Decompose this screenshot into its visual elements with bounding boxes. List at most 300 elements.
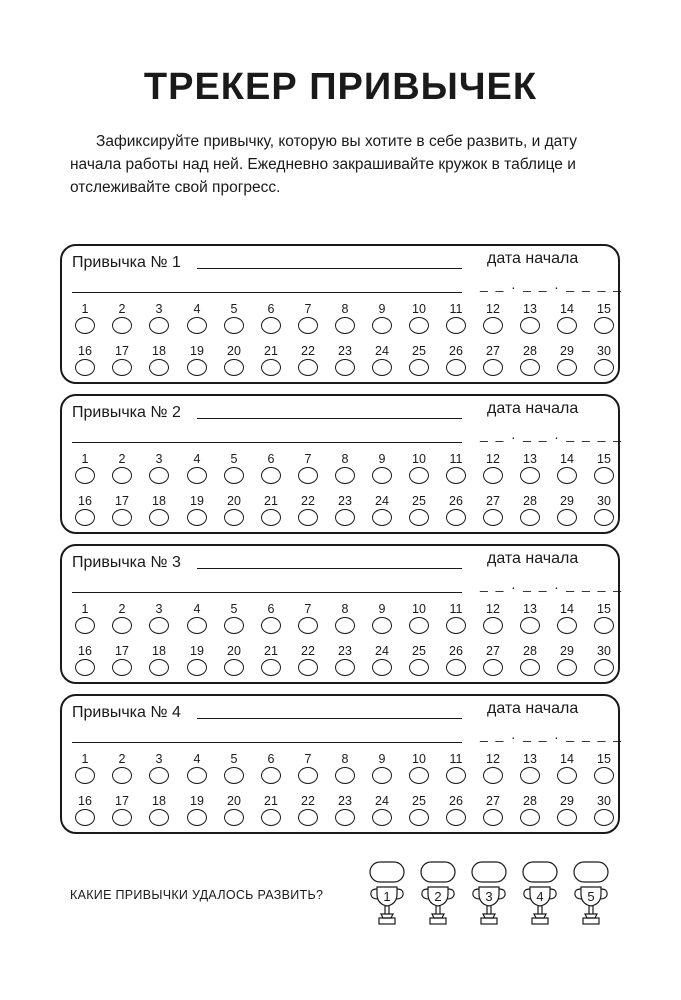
start-date-label: дата начала [487,250,579,267]
habit-name-line[interactable] [72,292,462,293]
day-checkbox-circle[interactable] [298,767,318,784]
day-checkbox-circle[interactable] [335,467,355,484]
day-number: 10 [412,602,426,616]
day-checkbox-circle[interactable] [557,317,577,334]
day-cell [515,344,545,384]
day-cell [70,344,100,384]
day-checkbox-circle[interactable] [520,617,540,634]
trophy-icon[interactable] [520,860,560,932]
day-cell [589,452,619,492]
day-checkbox-circle[interactable] [409,809,429,826]
day-checkbox-circle[interactable] [187,809,207,826]
habit-name-line[interactable] [72,592,462,593]
day-checkbox-circle[interactable] [446,659,466,676]
day-number: 26 [449,794,463,808]
day-number: 11 [449,752,463,766]
habit-name-line[interactable] [197,718,462,719]
day-checkbox-circle[interactable] [446,359,466,376]
day-checkbox-circle[interactable] [335,617,355,634]
page-title: ТРЕКЕР ПРИВЫЧЕК [143,66,538,108]
habit-card [60,694,624,834]
day-checkbox-circle[interactable] [557,617,577,634]
day-number: 2 [118,302,126,316]
day-checkbox-circle[interactable] [224,767,244,784]
day-number: 12 [486,302,500,316]
day-cell [144,344,174,384]
day-number: 3 [155,452,163,466]
day-number: 8 [341,602,349,616]
day-checkbox-circle[interactable] [224,809,244,826]
day-checkbox-circle[interactable] [483,359,503,376]
day-number: 28 [523,644,537,658]
day-number: 3 [155,602,163,616]
day-checkbox-circle[interactable] [187,659,207,676]
day-checkbox-circle[interactable] [224,359,244,376]
habit-name-line[interactable] [197,568,462,569]
day-number: 24 [375,494,389,508]
day-number: 23 [338,344,352,358]
day-cell [107,302,137,342]
day-checkbox-circle[interactable] [594,767,614,784]
habit-card [60,394,624,534]
day-checkbox-circle[interactable] [298,317,318,334]
day-checkbox-circle[interactable] [112,617,132,634]
day-checkbox-circle[interactable] [335,317,355,334]
day-checkbox-circle[interactable] [298,659,318,676]
day-checkbox-circle[interactable] [372,359,392,376]
day-number: 7 [304,602,312,616]
day-checkbox-circle[interactable] [261,317,281,334]
day-cell [144,602,174,642]
day-number: 4 [193,752,201,766]
day-checkbox-circle[interactable] [75,659,95,676]
day-checkbox-circle[interactable] [261,809,281,826]
day-cell [367,302,397,342]
day-cell [478,752,508,792]
day-checkbox-circle[interactable] [446,467,466,484]
day-cell [404,794,434,834]
day-checkbox-circle[interactable] [187,509,207,526]
day-checkbox-circle[interactable] [187,359,207,376]
trophy-icon[interactable] [571,860,611,932]
day-cell [107,602,137,642]
day-checkbox-circle[interactable] [372,317,392,334]
day-number: 20 [227,494,241,508]
day-number: 26 [449,494,463,508]
day-cell [478,452,508,492]
day-checkbox-circle[interactable] [520,767,540,784]
day-cell [478,794,508,834]
day-number: 23 [338,794,352,808]
day-number: 23 [338,494,352,508]
day-checkbox-circle[interactable] [372,617,392,634]
day-cell [515,302,545,342]
day-cell [144,302,174,342]
habit-name-line[interactable] [197,268,462,269]
day-checkbox-circle[interactable] [298,809,318,826]
day-number: 21 [264,344,278,358]
day-checkbox-circle[interactable] [372,809,392,826]
day-checkbox-circle[interactable] [557,467,577,484]
day-cell [107,344,137,384]
day-cell [219,644,249,684]
day-number: 19 [190,644,204,658]
day-checkbox-circle[interactable] [483,659,503,676]
day-checkbox-circle[interactable] [372,509,392,526]
day-cell [404,494,434,534]
day-number: 28 [523,794,537,808]
day-checkbox-circle[interactable] [149,509,169,526]
day-cell [367,602,397,642]
day-checkbox-circle[interactable] [372,767,392,784]
day-number: 8 [341,452,349,466]
day-checkbox-circle[interactable] [335,659,355,676]
day-cell [515,494,545,534]
day-checkbox-circle[interactable] [261,359,281,376]
day-checkbox-circle[interactable] [557,767,577,784]
day-checkbox-circle[interactable] [224,659,244,676]
habit-label: Привычка № 2 [72,404,181,421]
day-checkbox-circle[interactable] [261,659,281,676]
day-cell [144,494,174,534]
day-cell [441,752,471,792]
day-checkbox-circle[interactable] [149,359,169,376]
day-checkbox-circle[interactable] [75,617,95,634]
day-cell [293,602,323,642]
day-checkbox-circle[interactable] [261,467,281,484]
day-cell [552,344,582,384]
day-cell [367,644,397,684]
day-checkbox-circle[interactable] [594,659,614,676]
day-checkbox-circle[interactable] [409,659,429,676]
day-checkbox-circle[interactable] [75,317,95,334]
day-cell [478,602,508,642]
day-number: 24 [375,344,389,358]
day-cell [293,494,323,534]
day-cell [552,644,582,684]
day-cell [182,494,212,534]
day-number: 30 [597,494,611,508]
day-number: 30 [597,644,611,658]
day-checkbox-circle[interactable] [75,767,95,784]
day-cell [589,752,619,792]
day-checkbox-circle[interactable] [112,809,132,826]
day-number: 5 [230,752,238,766]
day-number: 30 [597,344,611,358]
day-cell [552,794,582,834]
day-checkbox-circle[interactable] [112,467,132,484]
day-cell [256,752,286,792]
habit-card [60,244,624,384]
day-checkbox-circle[interactable] [187,767,207,784]
day-checkbox-circle[interactable] [409,617,429,634]
day-number: 21 [264,644,278,658]
day-checkbox-circle[interactable] [483,809,503,826]
day-number: 25 [412,344,426,358]
day-number: 1 [81,452,89,466]
day-number: 1 [81,752,89,766]
trophy-icon[interactable] [367,860,407,932]
start-date-field[interactable]: _ _ . _ _ . _ _ _ _ [480,576,624,592]
day-cell [404,302,434,342]
start-date-field[interactable]: _ _ . _ _ . _ _ _ _ [480,276,624,292]
day-checkbox-circle[interactable] [520,809,540,826]
day-checkbox-circle[interactable] [520,359,540,376]
habit-label: Привычка № 3 [72,554,181,571]
day-checkbox-circle[interactable] [224,509,244,526]
start-date-field[interactable]: _ _ . _ _ . _ _ _ _ [480,426,624,442]
day-checkbox-circle[interactable] [335,359,355,376]
day-checkbox-circle[interactable] [446,509,466,526]
day-checkbox-circle[interactable] [75,467,95,484]
day-cell [515,794,545,834]
habit-name-line[interactable] [197,418,462,419]
day-cell [144,794,174,834]
day-cell [552,602,582,642]
day-number: 24 [375,644,389,658]
day-number: 15 [597,752,611,766]
day-checkbox-circle[interactable] [409,317,429,334]
day-checkbox-circle[interactable] [520,467,540,484]
day-number: 25 [412,494,426,508]
day-checkbox-circle[interactable] [224,317,244,334]
day-checkbox-circle[interactable] [557,359,577,376]
day-number: 7 [304,452,312,466]
day-checkbox-circle[interactable] [483,467,503,484]
day-checkbox-circle[interactable] [298,467,318,484]
day-checkbox-circle[interactable] [112,659,132,676]
day-number: 9 [378,302,386,316]
trophy-icon[interactable] [469,860,509,932]
day-cell [367,752,397,792]
day-number: 5 [230,302,238,316]
day-checkbox-circle[interactable] [372,659,392,676]
day-number: 10 [412,752,426,766]
day-cell [256,344,286,384]
day-checkbox-circle[interactable] [446,767,466,784]
day-checkbox-circle[interactable] [520,509,540,526]
day-number: 8 [341,752,349,766]
day-checkbox-circle[interactable] [75,509,95,526]
day-number: 23 [338,644,352,658]
day-number: 22 [301,344,315,358]
day-checkbox-circle[interactable] [261,617,281,634]
day-checkbox-circle[interactable] [446,617,466,634]
habit-name-line[interactable] [72,442,462,443]
day-number: 27 [486,644,500,658]
day-cell [293,644,323,684]
day-checkbox-circle[interactable] [149,809,169,826]
day-checkbox-circle[interactable] [112,767,132,784]
habit-name-line[interactable] [72,742,462,743]
day-cell [182,452,212,492]
day-cell [256,644,286,684]
day-cell [589,344,619,384]
day-cell [219,602,249,642]
day-cell [144,452,174,492]
day-cell [107,794,137,834]
day-cell [219,452,249,492]
day-cell [367,344,397,384]
day-cell [478,494,508,534]
day-checkbox-circle[interactable] [298,617,318,634]
day-checkbox-circle[interactable] [335,509,355,526]
day-checkbox-circle[interactable] [520,659,540,676]
day-number: 6 [267,452,275,466]
day-number: 22 [301,794,315,808]
day-checkbox-circle[interactable] [483,317,503,334]
day-checkbox-circle[interactable] [149,617,169,634]
day-checkbox-circle[interactable] [557,659,577,676]
day-cell [256,602,286,642]
day-cell [404,644,434,684]
day-cell [144,752,174,792]
day-checkbox-circle[interactable] [112,317,132,334]
day-number: 25 [412,644,426,658]
start-date-field[interactable]: _ _ . _ _ . _ _ _ _ [480,726,624,742]
day-number: 28 [523,494,537,508]
day-checkbox-circle[interactable] [187,317,207,334]
day-checkbox-circle[interactable] [594,617,614,634]
day-number: 4 [193,452,201,466]
day-checkbox-circle[interactable] [446,809,466,826]
day-checkbox-circle[interactable] [75,809,95,826]
day-checkbox-circle[interactable] [112,509,132,526]
day-number: 20 [227,794,241,808]
day-cell [182,752,212,792]
day-checkbox-circle[interactable] [149,767,169,784]
day-checkbox-circle[interactable] [594,467,614,484]
day-number: 1 [81,302,89,316]
day-number: 29 [560,794,574,808]
day-cell [441,344,471,384]
day-number: 13 [523,452,537,466]
day-checkbox-circle[interactable] [594,359,614,376]
day-checkbox-circle[interactable] [187,467,207,484]
day-number: 13 [523,752,537,766]
day-number: 2 [118,452,126,466]
day-number: 22 [301,494,315,508]
day-cell [441,494,471,534]
day-cell [515,752,545,792]
day-cell [293,452,323,492]
day-checkbox-circle[interactable] [594,809,614,826]
day-number: 30 [597,794,611,808]
day-number: 13 [523,302,537,316]
day-checkbox-circle[interactable] [261,767,281,784]
day-number: 16 [78,494,92,508]
start-date-label: дата начала [487,550,579,567]
day-checkbox-circle[interactable] [372,467,392,484]
day-checkbox-circle[interactable] [187,617,207,634]
day-checkbox-circle[interactable] [520,317,540,334]
trophy-number: 4 [536,889,544,904]
day-cell [219,302,249,342]
day-checkbox-circle[interactable] [409,509,429,526]
day-checkbox-circle[interactable] [594,317,614,334]
day-number: 4 [193,602,201,616]
start-date-label: дата начала [487,700,579,717]
day-number: 9 [378,752,386,766]
day-checkbox-circle[interactable] [483,617,503,634]
trophy-number: 5 [587,889,595,904]
day-number: 2 [118,752,126,766]
day-number: 28 [523,344,537,358]
day-checkbox-circle[interactable] [557,509,577,526]
day-number: 9 [378,452,386,466]
day-checkbox-circle[interactable] [335,767,355,784]
day-cell [515,644,545,684]
day-cell [256,452,286,492]
day-number: 17 [115,794,129,808]
footer-question: КАКИЕ ПРИВЫЧКИ УДАЛОСЬ РАЗВИТЬ? [70,888,324,902]
day-checkbox-circle[interactable] [112,359,132,376]
day-checkbox-circle[interactable] [409,767,429,784]
day-number: 12 [486,602,500,616]
day-number: 3 [155,752,163,766]
day-checkbox-circle[interactable] [594,509,614,526]
trophy-number: 1 [383,889,391,904]
day-number: 27 [486,794,500,808]
day-cell [552,452,582,492]
day-number: 22 [301,644,315,658]
trophy-icon[interactable] [418,860,458,932]
day-cell [70,602,100,642]
day-cell [70,794,100,834]
day-number: 10 [412,452,426,466]
day-checkbox-circle[interactable] [446,317,466,334]
day-checkbox-circle[interactable] [557,809,577,826]
day-checkbox-circle[interactable] [149,659,169,676]
day-checkbox-circle[interactable] [409,359,429,376]
day-cell [404,344,434,384]
day-checkbox-circle[interactable] [224,467,244,484]
day-number: 17 [115,644,129,658]
day-checkbox-circle[interactable] [335,809,355,826]
day-cell [478,302,508,342]
day-cell [219,494,249,534]
day-cell [441,452,471,492]
day-number: 18 [152,794,166,808]
day-cell [589,302,619,342]
day-cell [330,452,360,492]
day-number: 21 [264,494,278,508]
day-checkbox-circle[interactable] [224,617,244,634]
day-checkbox-circle[interactable] [149,467,169,484]
day-cell [70,644,100,684]
day-number: 6 [267,302,275,316]
day-number: 16 [78,644,92,658]
day-cell [70,302,100,342]
day-cell [219,794,249,834]
day-number: 17 [115,494,129,508]
day-checkbox-circle[interactable] [298,359,318,376]
day-checkbox-circle[interactable] [409,467,429,484]
day-number: 27 [486,494,500,508]
day-number: 15 [597,602,611,616]
day-checkbox-circle[interactable] [149,317,169,334]
day-checkbox-circle[interactable] [483,767,503,784]
day-number: 15 [597,452,611,466]
day-number: 7 [304,302,312,316]
day-checkbox-circle[interactable] [261,509,281,526]
day-checkbox-circle[interactable] [298,509,318,526]
day-number: 18 [152,644,166,658]
day-checkbox-circle[interactable] [75,359,95,376]
day-checkbox-circle[interactable] [483,509,503,526]
day-cell [330,644,360,684]
day-cell [330,494,360,534]
